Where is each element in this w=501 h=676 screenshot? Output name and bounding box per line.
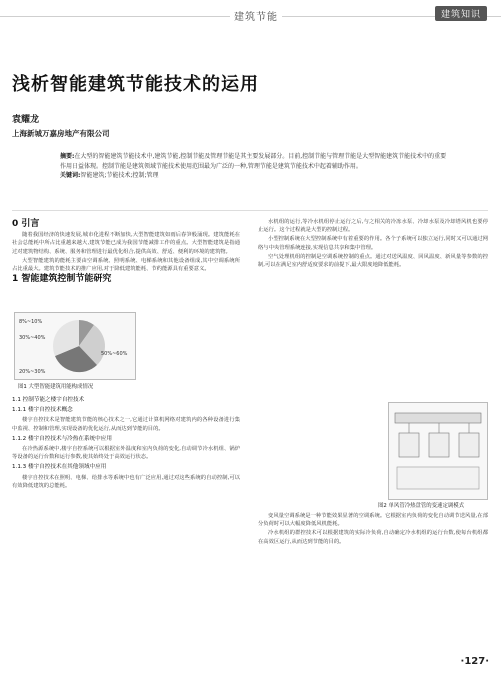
duct-main: [395, 413, 481, 423]
figure-2-svg: [389, 403, 487, 499]
keywords-text: 智能建筑;节能技术;控制;管理: [80, 172, 159, 179]
subheading-1-1-2: 1.1.2 楼宇自控技术与冷热在系统中应用: [12, 435, 112, 442]
col1-paragraph-1: 楼宇自控技术是智能建筑节能的核心技术之一,它通过计算机网络对建筑内的各种设备进行集中监视、控制和管理,实现设备的优化运行,从而达到节能的目的。: [12, 417, 240, 432]
col2-paragraph-4: 变风量空调系统是一种节能效果显著的空调系统。它根据室内负荷的变化自动调节送风量,在部分负荷时可以大幅度降低风机能耗。: [258, 513, 488, 528]
section-1-heading: 1 智能建筑控制节能研究: [12, 274, 112, 285]
col1-paragraph-3: 楼宇自控技术在照明、电梯、给排水等系统中也有广泛应用,通过对这些系统的自动控制,可以有效降低建筑的总能耗。: [12, 474, 240, 489]
abstract-divider: [12, 210, 488, 211]
duct-coil-2: [429, 433, 449, 457]
right-column: [258, 218, 488, 270]
col2-paragraph-2: 小型控制系统在大型控制系统中有着重要的作用。各个子系统可以独立运行,同时又可以通过网络与中央管理系统连接,实现信息共享和集中管理。: [258, 236, 488, 251]
intro-paragraph-2: 大型智能建筑的能耗主要由空调系统、照明系统、电梯系统和其他设备组成,其中空调系统所占比重最大。建筑节能技术的推广应用,对于降低建筑能耗、节约能源具有重要意义。: [12, 257, 240, 273]
header-badge: 建筑知识: [435, 6, 487, 21]
pie-label-2: 30%~40%: [19, 335, 46, 341]
abstract-block: [60, 152, 450, 181]
article-title: 浅析智能建筑节能技术的运用: [12, 74, 259, 95]
duct-zone: [397, 467, 479, 489]
figure-1-chart: [14, 312, 136, 380]
article-affiliation: 上海新城万嘉房地产有限公司: [12, 129, 110, 138]
pie-label-1: 8%~10%: [19, 319, 43, 325]
intro-paragraph: 随着我国经济的快速发展,城市化进程不断加快,大型智能建筑如雨后春笋般涌现。建筑能耗在社会总能耗中所占比重越来越大,建筑节能已成为我国节能减排工作的重点。大型智能建筑是指通过对建筑物结构、系统、服务和管理进行最优化组合,提供高效、舒适、便利的环境的建筑物。: [12, 232, 240, 255]
subheading-1-1: 1.1 控制节能之楼宇自控技术: [12, 397, 85, 403]
figure-2-diagram: [388, 402, 488, 500]
page-number: ·127·: [460, 656, 489, 667]
keywords-label: 关键词:: [60, 172, 81, 179]
section-0-heading: 0 引言: [12, 219, 40, 229]
abstract-text: 在大型的智能建筑节能技术中,建筑节能,控制节能及管理节能是其主要发展部分。目前,控制节能与管理节能是大型智能建筑节能技术中的重要作用日益体现。控制节能是建筑领域节能技术使用范围最为广泛的一种,管理节能是建筑节能技术中起着辅助作用。: [60, 153, 447, 170]
subheading-1-1-3: 1.1.3 楼宇自控技术在其他领域中应用: [12, 464, 107, 471]
figure-2-caption: 图2 单风管冷热盘管的变速定调模式: [378, 503, 465, 509]
header-section-label: 建筑节能: [230, 8, 282, 23]
figure-1-caption: 图1 大型智能建筑用能构成情况: [18, 384, 94, 390]
col2-paragraph-1: 水机组的运行,等冷水机组停止运行之后,与之相关的冷冻水泵、冷却水泵及冷却塔风机也要停止运行。这个过程就是大型的控制过程。: [258, 219, 488, 234]
right-column-lower: [258, 512, 488, 547]
left-column: [12, 218, 240, 286]
abstract-label: 摘要:: [60, 153, 75, 160]
duct-coil-1: [399, 433, 419, 457]
pie-label-3: 20%~30%: [19, 369, 46, 375]
col1-paragraph-2: 在冷热源系统中,楼宇自控系统可以根据室外温度和室内负荷的变化,自动调节冷水机组、锅炉等设备的运行台数和运行参数,使其始终处于高效运行状态。: [12, 446, 240, 461]
left-column-lower: [12, 394, 240, 491]
col2-paragraph-5: 冷水机组的群控技术可以根据建筑的实际冷负荷,自动确定冷水机组的运行台数,使每台机组都在高效区运行,从而达到节能的目的。: [258, 530, 488, 545]
article-author: 袁耀龙: [12, 115, 40, 125]
col2-paragraph-3: 空气处理机组的控制是空调系统控制的重点。通过对送风温度、回风温度、新风量等参数的控制,可以在满足室内舒适度要求的前提下,最大限度地降低能耗。: [258, 253, 488, 269]
figure-1-svg: [15, 313, 135, 379]
pie-label-4: 50%~60%: [101, 351, 128, 357]
duct-coil-3: [459, 433, 479, 457]
subheading-1-1-1: 1.1.1 楼宇自控技术概念: [12, 407, 73, 414]
